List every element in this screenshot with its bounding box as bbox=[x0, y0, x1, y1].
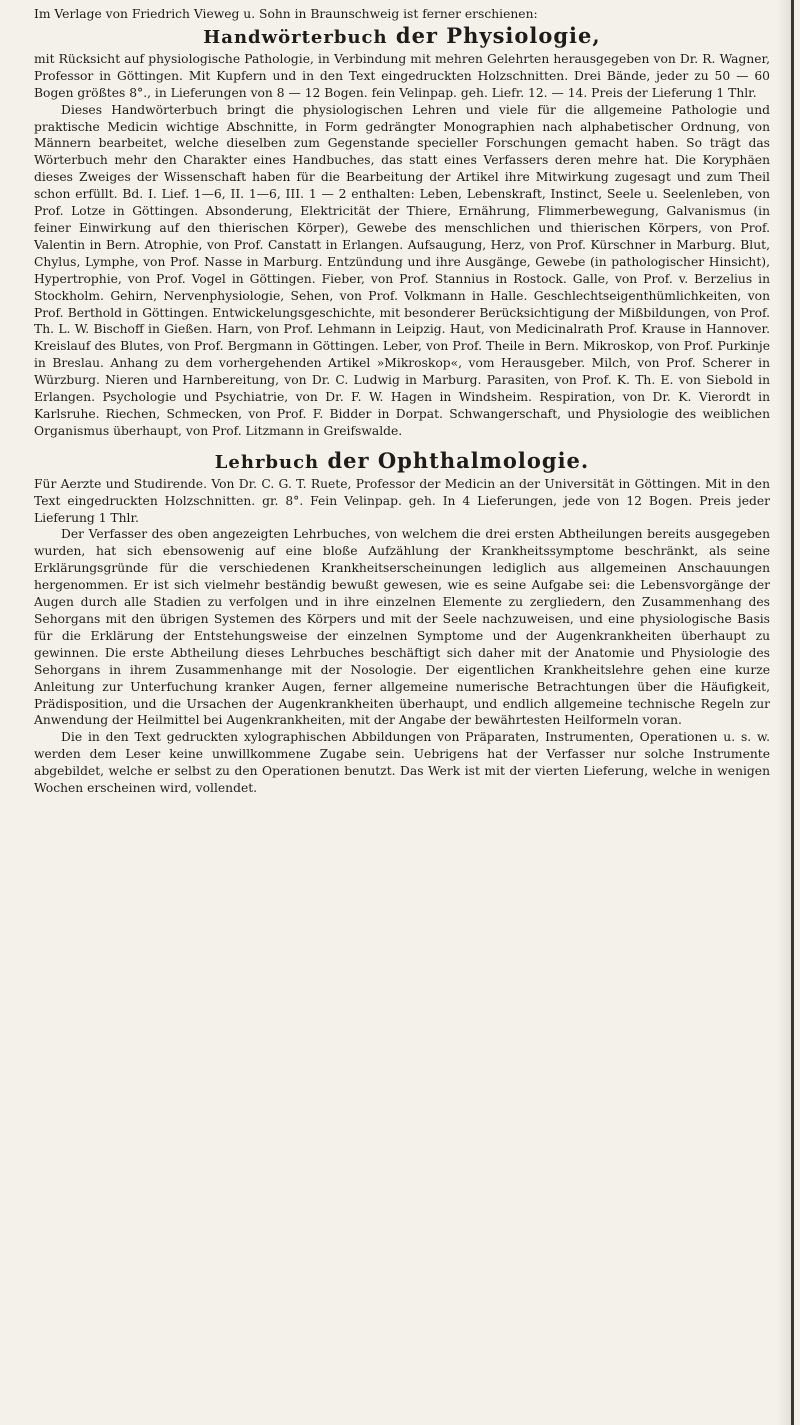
section-gap bbox=[34, 440, 770, 448]
entry-title-lead: Lehrbuch bbox=[214, 451, 320, 473]
publisher-intro: Im Verlage von Friedrich Vieweg u. Sohn in Braunschweig ist ferner erschienen: bbox=[34, 7, 538, 21]
entry-contents-paragraph: Dieses Handwörterbuch bringt die physiologischen Lehren und viele für die allgemeine Pathologie und praktische Medicin wichtige Abschnitte, in Form gedrängter Monographien nach alphabetischer Ordnung, von Männern bearbeitet, welche dieselben zum Gegenstande specieller Forschungen gemacht haben. So trägt das Wörterbuch mehr den Charakter eines Handbuches, das statt eines Verfassers deren mehre hat. Die Koryphäen dieses Zweiges der Wissenschaft haben für die Bearbeitung der Artikel ihre Mitwirkung zugesagt und zum Theil schon erfüllt. Bd. I. Lief. 1—6, II. 1—6, III. 1 — 2 enthalten: Leben, Lebenskraft, Instinct, Seele u. Seelenleben, von Prof. Lotze in Göttingen. Absonderung, Elektricität der Thiere, Ernährung, Flimmerbewegung, Galvanismus (in feiner Einwirkung auf den thierischen Körper), Gewebe des menschlichen und thierischen Körpers, von Prof. Valentin in Bern. Atrophie, von Prof. Canstatt in Erlangen. Aufsaugung, Herz, von Prof. Kürschner in Marburg. Blut, Chylus, Lymphe, von Prof. Nasse in Marburg. Entzündung und ihre Ausgänge, Gewebe (in pathologischer Hinsicht), Hypertrophie, von Prof. Vogel in Göttingen. Fieber, von Prof. Stannius in Rostock. Galle, von Prof. v. Berzelius in Stockholm. Gehirn, Nervenphysiologie, Sehen, von Prof. Volkmann in Halle. Geschlechtseigenthümlichkeiten, von Prof. Berthold in Göttingen. Entwickelungsgeschichte, mit besonderer Berücksichtigung der Mißbildungen, von Prof. Th. L. W. Bischoff in Gießen. Harn, von Prof. Lehmann in Leipzig. Haut, von Medicinalrath Prof. Krause in Hannover. Kreislauf des Blutes, von Prof. Bergmann in Göttingen. Leber, von Prof. Theile in Bern. Mikroskop, von Prof. Purkinje in Breslau. Anhang zu dem vorhergehenden Artikel »Mikroskop«, vom Herausgeber. Milch, von Prof. Scherer in Würzburg. Nieren und Harnbereitung, von Dr. C. Ludwig in Marburg. Parasiten, von Prof. K. Th. E. von Siebold in Erlangen. Psychologie und Psychiatrie, von Dr. F. W. Hagen in Windsheim. Respiration, von Dr. K. Vierordt in Karlsruhe. Riechen, Schmecken, von Prof. F. Bidder in Dorpat. Schwangerschaft, und Physiologie des weiblichen Organismus überhaupt, von Prof. Litzmann in Greifswalde. bbox=[34, 102, 770, 438]
entry-description: mit Rücksicht auf physiologische Pathologie, in Verbindung mit mehren Gelehrten herausgegeben von Dr. R. Wagner, Professor in Göttingen. Mit Kupfern und in den Text eingedruckten Holzschnitten. Drei Bände, jeder zu 50 — 60 Bogen größtes 8°., in Lieferungen von 8 — 12 Bogen. fein Velinpap. geh. Liefr. 12. — 14. Preis der Lieferung 1 Thlr. bbox=[34, 51, 770, 100]
entry-title bbox=[34, 448, 770, 476]
page-edge-rule bbox=[791, 0, 794, 1425]
entry-title-rest: der Physiologie, bbox=[395, 22, 601, 48]
entry-title bbox=[34, 23, 770, 51]
entry-handwoerterbuch bbox=[34, 23, 770, 440]
entry-lehrbuch bbox=[34, 448, 770, 797]
entry-title-lead: Handwörterbuch bbox=[203, 26, 388, 48]
entry-review-paragraph: Der Verfasser des oben angezeigten Lehrbuches, von welchem die drei ersten Abtheilungen bereits ausgegeben wurden, hat sich ebensowenig auf eine bloße Aufzählung der Krankheitssymptome beschränkt, als seine Erklärungsgründe für die verschiedenen Krankheitserscheinungen lediglich aus allgemeinen Anschauungen hergenommen. Er ist sich vielmehr beständig bewußt gewesen, wie es seine Aufgabe sei: die Lebensvorgänge der Augen durch alle Stadien zu verfolgen und in ihre einzelnen Elemente zu zergliedern, den Zusammenhang des Sehorgans mit den übrigen Systemen des Körpers und mit der Seele nachzuweisen, und eine physiologische Basis für die Erklärung der Entstehungsweise der einzelnen Symptome und der Augenkrankheiten überhaupt zu gewinnen. Die erste Abtheilung dieses Lehrbuches beschäftigt sich daher mit der Anatomie und Physiologie des Sehorgans in ihrem Zusammenhange mit der Nosologie. Der eigentlichen Krankheitslehre gehen eine kurze Anleitung zur Unterfuchung kranker Augen, ferner allgemeine numerische Betrachtungen über die Häufigkeit, Prädisposition, und die Ursachen der Augenkrankheiten überhaupt, und endlich allgemeine technische Regeln zur Anwendung der Heilmittel bei Augenkrankheiten, mit der Angabe der bewährtesten Heilformeln voran. bbox=[34, 527, 770, 728]
entry-description: Für Aerzte und Studirende. Von Dr. C. G. T. Ruete, Professor der Medicin an der Universität in Göttingen. Mit in den Text eingedruckten Holzschnitten. gr. 8°. Fein Velinpap. geh. In 4 Lieferungen, jede von 12 Bogen. Preis jeder Lieferung 1 Thlr. bbox=[34, 476, 770, 525]
advertisement-text bbox=[34, 6, 770, 797]
page-edge-shadow bbox=[777, 0, 791, 1425]
entry-title-rest: der Ophthalmologie. bbox=[327, 447, 590, 473]
entry-closing-paragraph: Die in den Text gedruckten xylographischen Abbildungen von Präparaten, Instrumenten, Operationen u. s. w. werden dem Leser keine unwillkommene Zugabe sein. Uebrigens hat der Verfasser nur solche Instrumente abgebildet, welche er selbst zu den Operationen benutzt. Das Werk ist mit der vierten Lieferung, welche in wenigen Wochen erscheinen wird, vollendet. bbox=[34, 730, 770, 796]
